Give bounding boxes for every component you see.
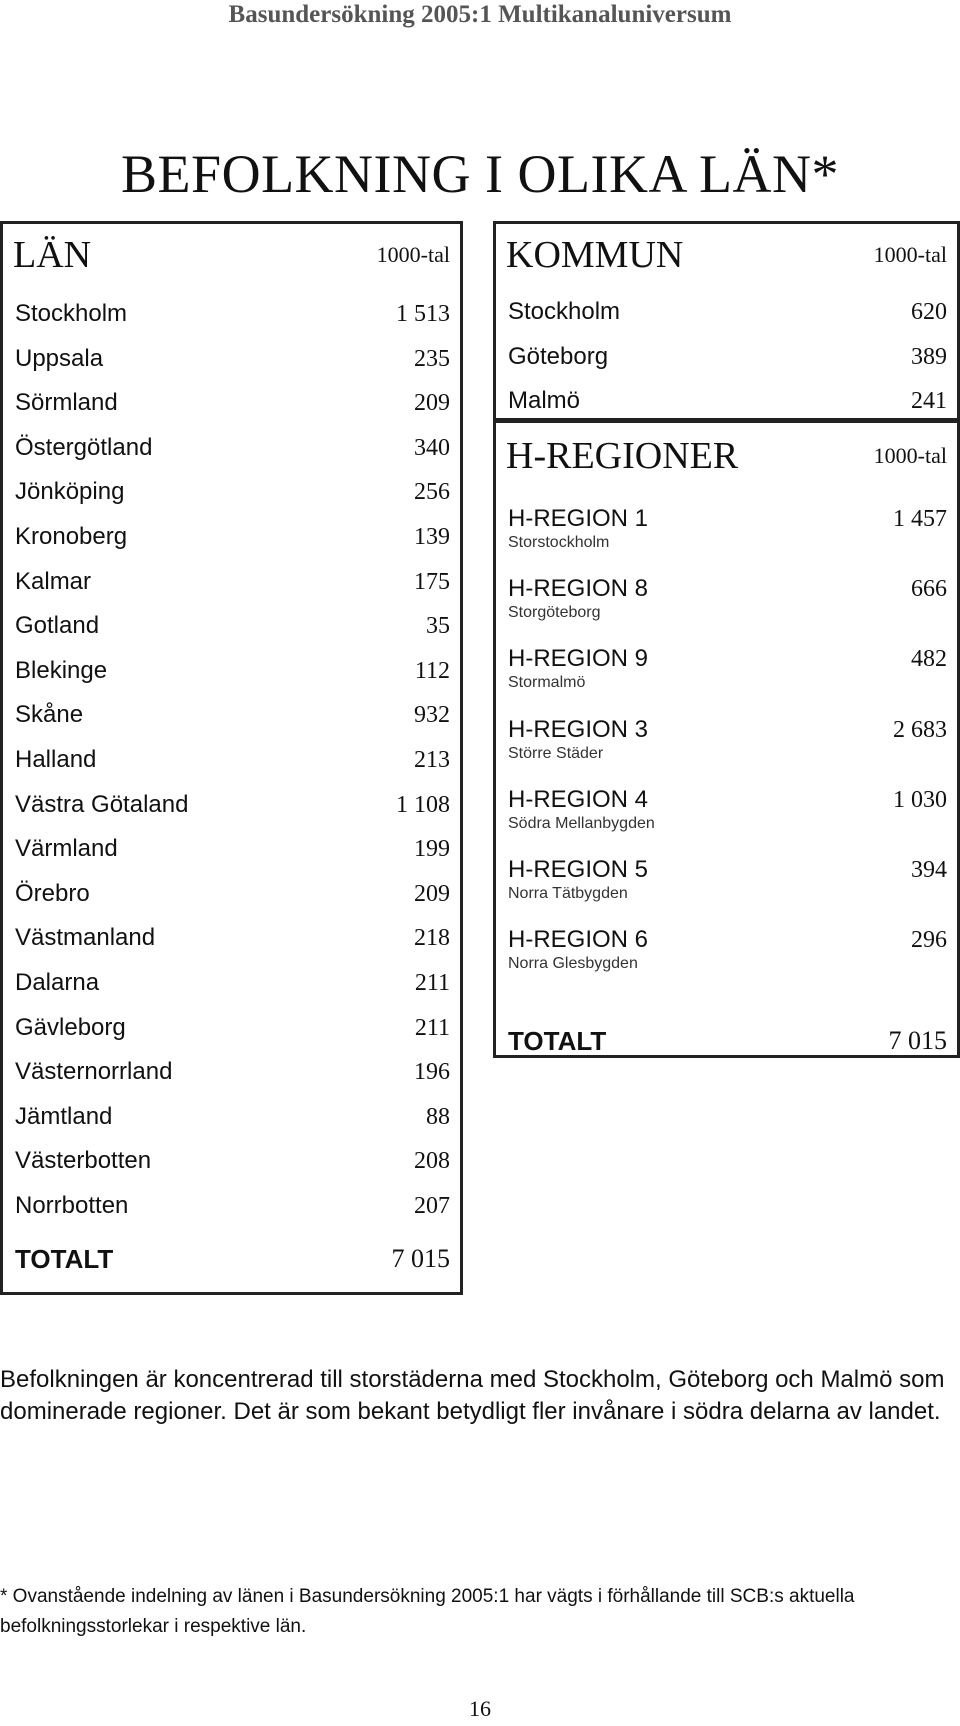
lan-value: 35 — [426, 613, 450, 640]
hregion-row — [506, 854, 947, 924]
lan-name: Värmland — [15, 835, 118, 863]
lan-value: 213 — [414, 747, 450, 773]
kommun-name: Stockholm — [508, 298, 621, 325]
lan-unit: 1000-tal — [376, 242, 450, 267]
lan-heading: LÄN — [13, 234, 92, 276]
hregioner-table-header — [496, 431, 957, 483]
lan-value: 208 — [414, 1148, 450, 1175]
hregion-value: 1 457 — [893, 506, 947, 532]
kommun-heading: KOMMUN — [506, 234, 684, 276]
hregion-subtitle: Stormalmö — [508, 674, 586, 692]
hregioner-unit: 1000-tal — [873, 443, 947, 468]
lan-value: 211 — [414, 970, 450, 996]
lan-row — [13, 381, 450, 425]
hregioner-heading: H-REGIONER — [506, 435, 739, 477]
hregion-subtitle: Storgöteborg — [508, 604, 601, 622]
summary-paragraph: Befolkningen är koncentrerad till storstäderna med Stockholm, Göteborg och Malmö som dominerade regioner. Det är som bekant betydligt fler invånare i södra delarna av landet. — [0, 1366, 945, 1425]
hregion-value: 666 — [911, 576, 947, 603]
lan-row — [13, 292, 450, 336]
lan-row — [13, 693, 450, 737]
lan-name: Örebro — [15, 879, 90, 907]
hregion-name: H-REGION 8 — [508, 575, 649, 603]
hregion-subtitle: Större Städer — [508, 744, 604, 762]
kommun-unit: 1000-tal — [873, 242, 947, 267]
kommun-name: Göteborg — [508, 342, 609, 370]
lan-name: Västerbotten — [15, 1147, 152, 1175]
lan-total-row — [13, 1239, 450, 1279]
lan-value: 932 — [414, 702, 450, 729]
lan-row — [13, 515, 450, 559]
lan-value: 139 — [414, 524, 450, 550]
lan-value: 256 — [414, 479, 450, 506]
lan-row — [13, 1050, 450, 1094]
page-title: BEFOLKNING I OLIKA LÄN* — [121, 144, 839, 204]
lan-row — [13, 738, 450, 782]
lan-value: 235 — [414, 345, 450, 372]
hregion-subtitle: Norra Tätbygden — [508, 885, 628, 902]
lan-name: Kronoberg — [15, 523, 128, 550]
kommun-table — [493, 221, 960, 421]
lan-value: 207 — [414, 1193, 450, 1219]
kommun-row — [506, 379, 947, 423]
page-number: 16 — [469, 1696, 491, 1721]
page-header: Basundersökning 2005:1 Multikanaluniversum — [228, 1, 732, 28]
kommun-value: 620 — [911, 299, 947, 325]
hregion-value: 394 — [911, 857, 947, 883]
lan-row — [13, 783, 450, 827]
lan-value: 1 108 — [396, 791, 450, 818]
hregioner-total-row — [506, 1023, 947, 1059]
lan-row — [13, 337, 450, 381]
hregion-row — [506, 924, 947, 994]
lan-row — [13, 426, 450, 470]
hregion-name: H-REGION 1 — [508, 505, 649, 532]
lan-row — [13, 1184, 450, 1228]
lan-name: Uppsala — [15, 344, 104, 372]
lan-name: Jämtland — [15, 1102, 113, 1130]
hregion-name: H-REGION 9 — [508, 645, 649, 673]
hregion-name: H-REGION 3 — [508, 715, 649, 743]
lan-value: 209 — [414, 880, 450, 907]
lan-table — [0, 221, 463, 1295]
lan-table-header — [3, 230, 460, 282]
lan-row — [13, 872, 450, 916]
hregion-subtitle: Storstockholm — [508, 534, 610, 551]
hregion-row — [506, 503, 947, 573]
lan-name: Gotland — [15, 612, 100, 640]
lan-row — [13, 827, 450, 871]
kommun-name: Malmö — [508, 387, 581, 414]
lan-value: 1 513 — [396, 301, 450, 327]
lan-row — [13, 1139, 450, 1183]
lan-name: Sörmland — [15, 389, 118, 417]
lan-row — [13, 1095, 450, 1139]
kommun-value: 389 — [911, 343, 947, 370]
hregion-row — [506, 714, 947, 784]
lan-row — [13, 604, 450, 648]
hregion-name: H-REGION 4 — [508, 785, 649, 813]
hregion-name: H-REGION 6 — [508, 926, 649, 954]
lan-value: 196 — [414, 1059, 450, 1086]
hregion-name: H-REGION 5 — [508, 856, 649, 883]
lan-value: 218 — [414, 925, 450, 952]
kommun-row — [506, 290, 947, 334]
lan-row — [13, 1006, 450, 1050]
hregioner-table — [493, 420, 960, 1058]
lan-name: Östergötland — [15, 433, 153, 461]
lan-name: Norrbotten — [15, 1192, 129, 1219]
lan-row — [13, 649, 450, 693]
hregion-row — [506, 573, 947, 643]
lan-value: 340 — [414, 434, 450, 461]
hregion-row — [506, 784, 947, 854]
lan-name: Halland — [15, 746, 97, 773]
kommun-table-header — [496, 230, 957, 282]
hregion-value: 2 683 — [893, 716, 947, 743]
lan-value: 88 — [426, 1103, 450, 1130]
kommun-value: 241 — [911, 388, 947, 414]
lan-row — [13, 560, 450, 604]
hregion-subtitle: Norra Glesbygden — [508, 955, 638, 973]
lan-value: 112 — [414, 657, 450, 684]
hregion-value: 482 — [911, 646, 947, 673]
lan-name: Stockholm — [15, 300, 128, 327]
hregion-row — [506, 643, 947, 713]
hregioner-total-label: TOTALT — [508, 1026, 607, 1056]
lan-row — [13, 470, 450, 514]
lan-row — [13, 961, 450, 1005]
lan-name: Gävleborg — [15, 1013, 126, 1041]
lan-row — [13, 916, 450, 960]
hregion-value: 1 030 — [893, 786, 947, 813]
lan-name: Västmanland — [15, 924, 156, 952]
lan-value: 209 — [414, 390, 450, 417]
lan-name: Jönköping — [15, 478, 125, 506]
lan-name: Västernorrland — [15, 1058, 173, 1086]
lan-value: 211 — [414, 1014, 450, 1041]
hregion-subtitle: Södra Mellanbygden — [508, 814, 655, 832]
hregion-value: 296 — [911, 927, 947, 954]
lan-total-value: 7 015 — [391, 1244, 450, 1273]
lan-name: Västra Götaland — [15, 790, 189, 818]
lan-name: Kalmar — [15, 567, 92, 595]
kommun-row — [506, 335, 947, 379]
hregioner-total-value: 7 015 — [888, 1026, 947, 1055]
lan-total-label: TOTALT — [15, 1244, 114, 1274]
footnote: * Ovanstående indelning av länen i Basundersökning 2005:1 har vägts i förhållande till SCB:s aktuella befolkningsstorlekar i respektive län. — [0, 1586, 855, 1637]
lan-name: Blekinge — [15, 656, 108, 684]
lan-name: Skåne — [15, 701, 84, 729]
lan-value: 175 — [414, 568, 450, 595]
lan-name: Dalarna — [15, 969, 100, 996]
lan-value: 199 — [414, 836, 450, 863]
